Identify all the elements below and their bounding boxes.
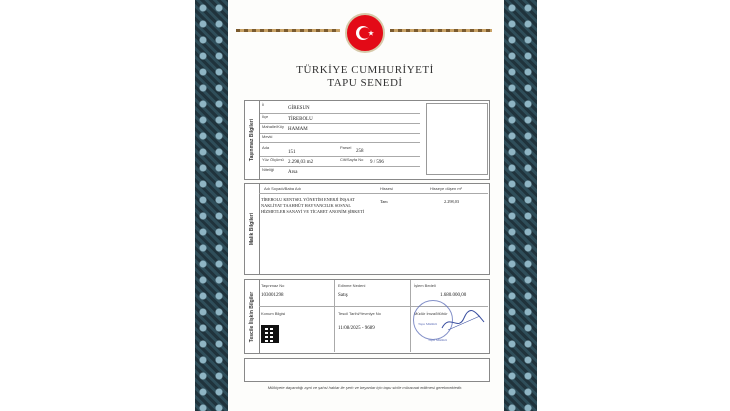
nitelik-label: Niteliği [262,167,275,172]
registration-section-label: Tescile İlişkin Bilgiler [249,291,255,342]
il-value: GİRESUN [288,106,310,111]
signature [440,308,488,334]
decorative-border-right [504,0,537,411]
owner-name-line-3: HİZMETLER SANAYİ VE TİCARET ANONİM ŞİRKETİ [261,209,365,214]
cilt-label: Cilt/Sayfa No [340,157,364,162]
director-signature-label: Müdür İmza/Mühür [414,311,448,316]
column-divider [334,280,335,352]
owner-name-line-2: NAKLİYAT TAAHHÜT HAYVANCILIK SOSYAL [261,203,352,208]
row-divider [260,142,420,143]
header-ornament-left [236,29,340,32]
nitelik-value: Arsa [288,170,298,175]
transaction-amount-label: İşlem Bedeli [414,283,436,288]
photo-placeholder [426,103,488,175]
share-m2-header: Hisseye düşen m² [430,186,463,191]
stamp-text: Tapu Müdürü [418,322,438,326]
registration-date-label: Tescil Tarihi/Yevmiye No [338,311,381,316]
mevki-label: Mevki [262,134,273,139]
share-value: Tam [380,199,388,204]
row-divider [259,306,488,307]
ada-label: Ada [262,145,270,150]
owner-name-line-1: TİREBOLU KENTSEL YÖNETİM ENERJİ İNŞAAT [261,197,355,202]
property-section-label: Taşınmaz Bilgileri [249,118,255,162]
mahalle-label: Mahalle/Köy [262,124,285,129]
row-divider [260,133,420,134]
stamp-caption: Tapu Müdürü [428,338,448,342]
parcel-no-value: 103001298 [261,293,284,298]
transaction-amount-value: 1.680.000,00 [440,293,467,298]
ilce-label: İlçe [262,114,269,119]
header-ornament-right [390,29,492,32]
remarks-box [244,358,490,382]
crescent-star-icon [352,20,378,46]
column-divider [410,280,411,352]
header-divider [259,193,488,194]
yuzolcumu-value: 2.298,03 m2 [288,160,314,165]
acquisition-label: Edinme Nedeni [338,283,366,288]
registration-date-value: 11/08/2025 - 9689 [338,326,375,331]
acquisition-value: Satış [338,293,348,298]
qr-code [261,325,279,343]
title-document: TAPU SENEDİ [327,77,403,89]
share-header: Hissesi [380,186,393,191]
footer-note: Mülkiyete dayandığı ayni ve şahsi haklar ile şerh ve beyanlar için tapu sicile müracaat edilmesi gerekmektedir. [267,385,463,390]
yuzolcumu-label: Yüz Ölçümü [262,157,284,162]
ada-value: 151 [288,150,296,155]
row-divider [260,113,420,114]
row-divider [260,166,420,167]
owner-name-header: Adı Soyadı/Baba Adı [264,186,301,191]
ilce-value: TİREBOLU [288,117,313,122]
share-m2-value: 2.298,03 [444,199,460,204]
parsel-label: Parsel [340,145,352,150]
cilt-value: 9 / 596 [370,160,384,165]
mahalle-value: HAMAM [288,127,308,132]
title-country: TÜRKİYE CUMHURİYETİ [296,64,434,76]
parcel-no-label: Taşınmaz No [261,283,285,288]
decorative-border-left [195,0,228,411]
turkish-flag-emblem [345,13,385,53]
owner-section-label: Malik Bilgileri [249,212,255,246]
parsel-value: 258 [356,149,364,154]
location-label: Konum Bilgisi [261,311,286,316]
il-label: İl [262,102,264,107]
